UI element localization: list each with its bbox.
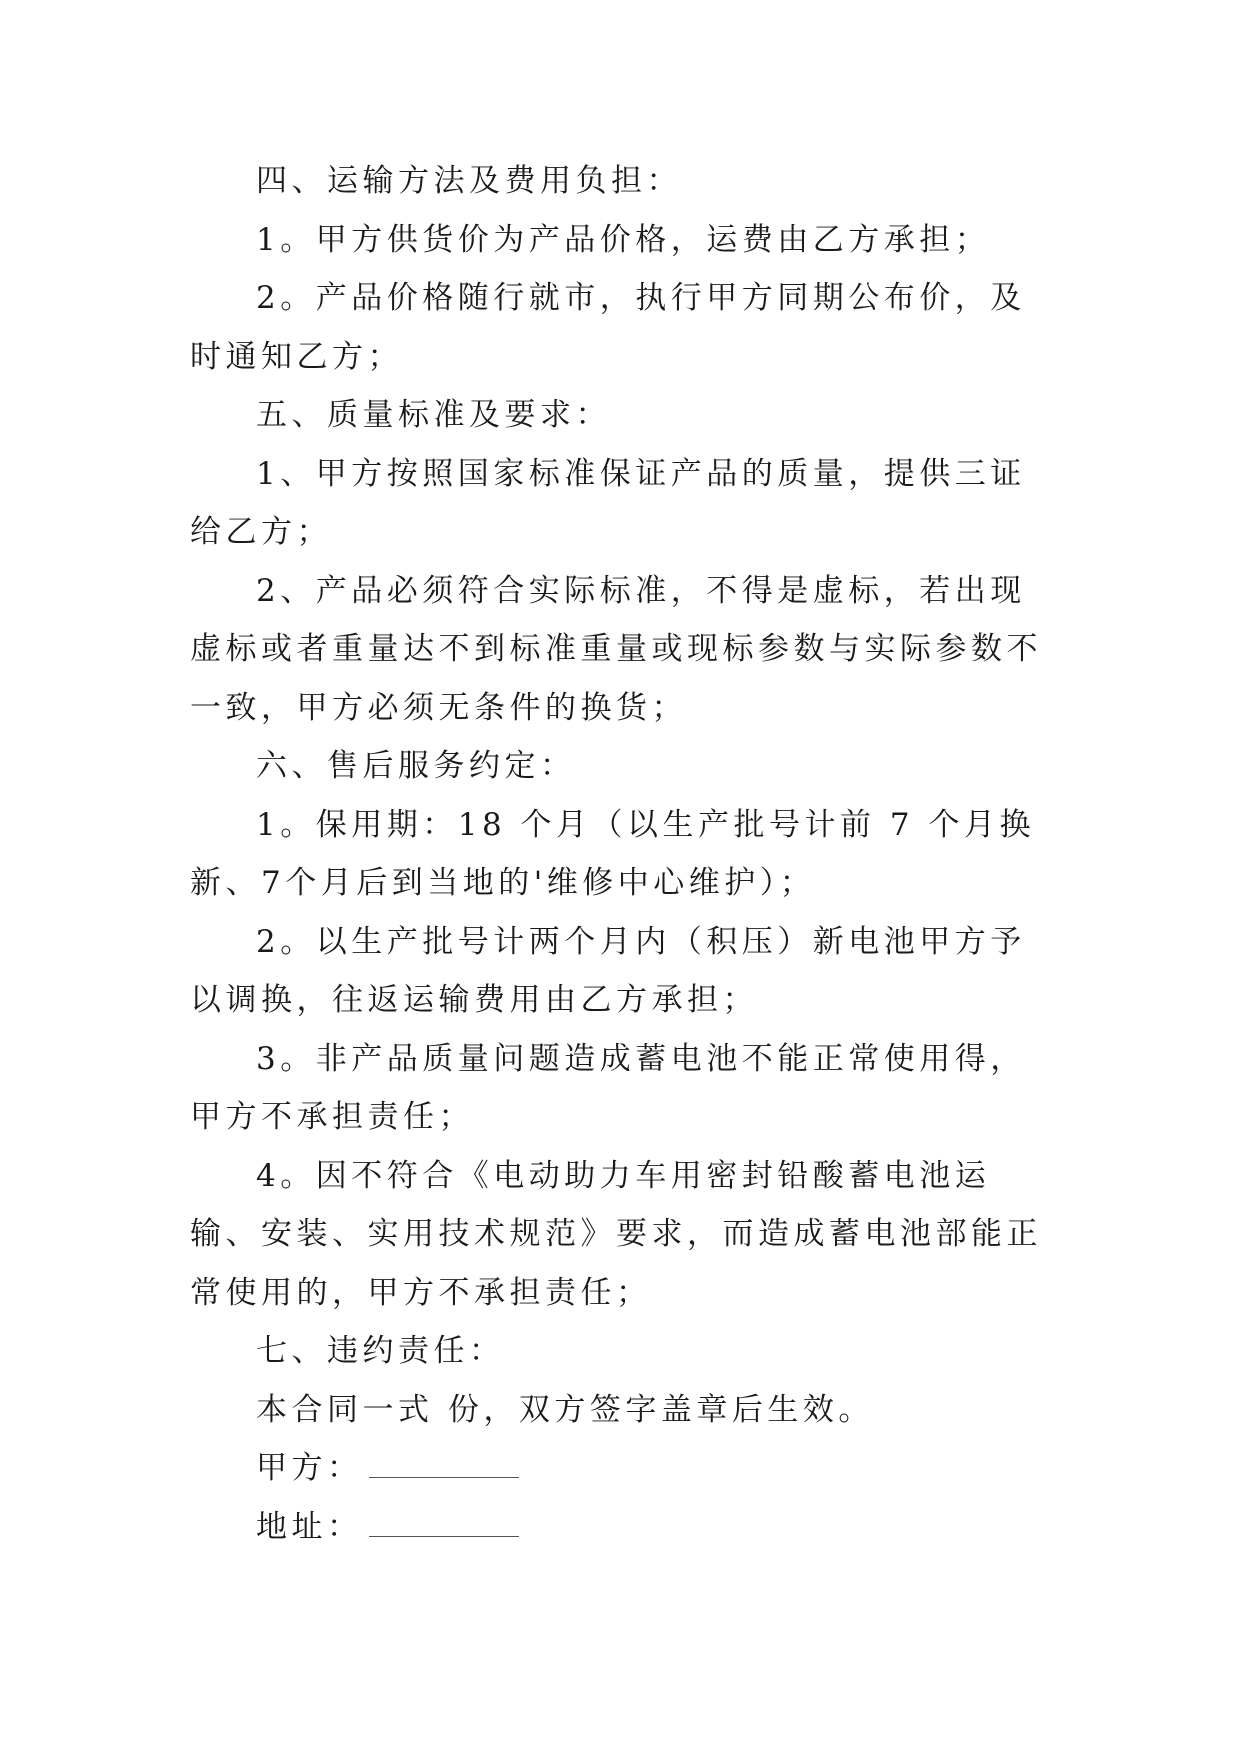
paragraph-after-sales-3: 3。非产品质量问题造成蓄电池不能正常使用得，甲方不承担责任；: [190, 1040, 1026, 1135]
section-heading-after-sales: 六、售后服务约定：: [256, 748, 576, 784]
section-heading-quality: 五、质量标准及要求：: [256, 397, 611, 433]
party-a-blank: [369, 1441, 519, 1478]
address-label: 地址：: [256, 1508, 363, 1545]
paragraph-after-sales-1: 1。保用期：18 个月（以生产批号计前 7 个月换新、7个月后到当地的'维修中心维护）；: [190, 806, 1035, 901]
paragraph-quality-2: 2、产品必须符合实际标准，不得是虚标，若出现虚标或者重量达不到标准重量或现标参数与实际参数不一致，甲方必须无条件的换货；: [190, 572, 1042, 726]
paragraph-contract-copies: 本合同一式 份，双方签字盖章后生效。: [256, 1391, 874, 1428]
document-body: [190, 152, 1060, 1556]
paragraph-after-sales-2: 2。以生产批号计两个月内（积压）新电池甲方予以调换，往返运输费用由乙方承担；: [190, 923, 1026, 1018]
paragraph-after-sales-4: 4。因不符合《电动助力车用密封铅酸蓄电池运输、安装、实用技术规范》要求，而造成蓄电池部能正常使用的，甲方不承担责任；: [190, 1157, 1042, 1311]
signature-line-party-a: [190, 1439, 1060, 1498]
address-blank: [369, 1500, 519, 1537]
paragraph-transport-2: 2。产品价格随行就市，执行甲方同期公布价，及时通知乙方；: [190, 280, 1026, 375]
section-heading-liability: 七、违约责任：: [256, 1333, 505, 1369]
paragraph-transport-1: 1。甲方供货价为产品价格，运费由乙方承担；: [256, 221, 991, 258]
party-a-label: 甲方：: [256, 1450, 363, 1486]
section-heading-transport: 四、运输方法及费用负担：: [256, 163, 682, 199]
signature-line-address: [190, 1498, 1060, 1557]
paragraph-quality-1: 1、甲方按照国家标准保证产品的质量，提供三证给乙方；: [190, 455, 1026, 550]
